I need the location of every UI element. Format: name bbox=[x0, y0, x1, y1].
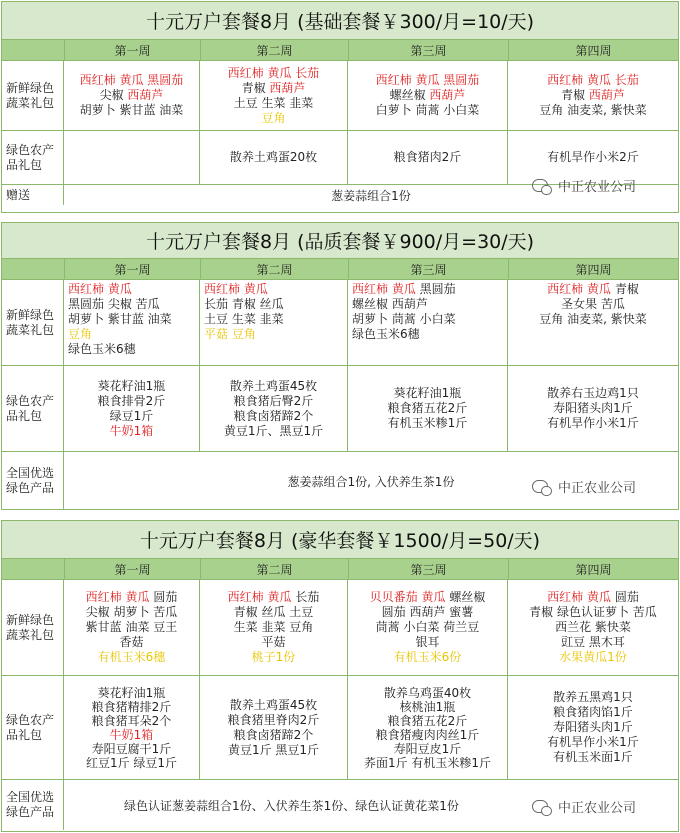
item-text: 黑圆茄 尖椒 苦瓜 bbox=[68, 297, 160, 311]
cell-line bbox=[352, 620, 503, 635]
item-text: 绿豆1斤 bbox=[109, 408, 154, 423]
item-text: 有机旱作小米2斤 bbox=[547, 150, 639, 164]
cell-line bbox=[204, 81, 343, 96]
veg-row bbox=[2, 580, 678, 676]
week-1: 第一周 bbox=[64, 40, 200, 60]
item-text: 平菇 bbox=[261, 635, 286, 649]
cell bbox=[200, 61, 348, 130]
package-title: 十元万户套餐8月 (基础套餐￥300/月=10/天) bbox=[2, 2, 678, 40]
item-text: 散养土鸡蛋45枚 bbox=[229, 697, 318, 712]
row-label: 赠送 bbox=[2, 185, 64, 205]
wechat-icon bbox=[532, 480, 548, 493]
item-text: 水果黄瓜1份 bbox=[559, 650, 627, 664]
cell-line bbox=[512, 386, 674, 401]
cell bbox=[348, 580, 508, 675]
package-luxury bbox=[1, 520, 679, 832]
cell-line bbox=[512, 73, 674, 88]
cell bbox=[348, 676, 508, 779]
cell-line bbox=[352, 700, 503, 714]
cell-line bbox=[204, 379, 343, 394]
cell-line bbox=[204, 297, 343, 312]
week-1: 第一周 bbox=[64, 559, 200, 579]
cell-line bbox=[512, 150, 674, 165]
cell-line bbox=[68, 728, 195, 742]
cell bbox=[508, 280, 678, 365]
item-text: 西红柿 黄瓜 bbox=[547, 590, 615, 604]
package-quality bbox=[1, 222, 679, 510]
cell-line bbox=[204, 66, 343, 81]
cell bbox=[200, 366, 348, 451]
item-text: 粮食卤猪蹄2个 bbox=[233, 408, 314, 423]
item-text: 散养乌鸡蛋40枚 bbox=[383, 685, 472, 700]
cell-line bbox=[204, 635, 343, 650]
item-text: 粮食排骨2斤 bbox=[97, 393, 166, 408]
item-text: 紫甘蓝 油菜 豆王 bbox=[85, 620, 178, 634]
item-text: 西红柿 黄瓜 bbox=[204, 282, 268, 296]
cell-line bbox=[512, 650, 674, 665]
cell bbox=[200, 676, 348, 779]
item-text: 尖椒 胡萝卜 苦瓜 bbox=[85, 605, 178, 619]
cell-line bbox=[204, 312, 343, 327]
cell-line bbox=[68, 650, 195, 665]
cell-line bbox=[204, 728, 343, 743]
item-text: 圣女果 苦瓜 bbox=[561, 297, 625, 311]
cell-line bbox=[68, 714, 195, 728]
cell-line bbox=[68, 312, 195, 327]
cell-line bbox=[352, 88, 503, 103]
item-text: 牛奶1箱 bbox=[109, 727, 154, 742]
item-text: 核桃油1瓶 bbox=[399, 699, 456, 714]
wechat-icon bbox=[532, 179, 548, 192]
cell bbox=[64, 131, 200, 184]
cell-line bbox=[204, 650, 343, 665]
item-text: 有机旱作小米1斤 bbox=[547, 735, 639, 749]
week-3: 第三周 bbox=[348, 559, 508, 579]
veg-row bbox=[2, 61, 678, 131]
extra-content: 葱姜蒜组合1份 bbox=[331, 188, 411, 203]
cell-line bbox=[352, 635, 503, 650]
cell-line bbox=[68, 590, 195, 605]
item-text: 寿阳豆腐干1斤 bbox=[91, 741, 172, 756]
cell-line bbox=[512, 297, 674, 312]
item-text: 荞面1斤 有机玉米糁1斤 bbox=[363, 755, 492, 770]
cell-line bbox=[352, 73, 503, 88]
week-header bbox=[2, 559, 678, 580]
item-text: 粮食猪里脊肉2斤 bbox=[227, 712, 320, 727]
cell bbox=[348, 366, 508, 451]
item-text: 平菇 豆角 bbox=[204, 327, 256, 341]
item-text: 胡萝卜 紫甘蓝 油菜 bbox=[68, 312, 172, 326]
cell bbox=[64, 280, 200, 365]
cell-line bbox=[68, 73, 195, 88]
cell bbox=[200, 280, 348, 365]
cell-line bbox=[204, 394, 343, 409]
cell-line bbox=[204, 605, 343, 620]
item-text: 西红柿 黄瓜 黑圆茄 bbox=[375, 73, 480, 87]
gift-row bbox=[2, 366, 678, 452]
cell-line bbox=[512, 750, 674, 765]
package-title: 十元万户套餐8月 (豪华套餐￥1500/月=50/天) bbox=[2, 521, 678, 559]
row-label: 新鲜绿色蔬菜礼包 bbox=[2, 580, 64, 675]
item-text: 寿阳猪头肉1斤 bbox=[553, 401, 633, 415]
item-text: 有机玉米糁1斤 bbox=[387, 416, 468, 430]
item-text: 西红柿 黄瓜 长茄 bbox=[227, 65, 320, 80]
item-text: 红豆1斤 绿豆1斤 bbox=[85, 755, 178, 770]
cell-line bbox=[352, 728, 503, 742]
item-text: 西兰花 紫快菜 bbox=[555, 620, 631, 634]
cell bbox=[508, 366, 678, 451]
cell-line bbox=[352, 650, 503, 665]
week-header bbox=[2, 259, 678, 280]
item-text: 西红柿 黄瓜 bbox=[68, 282, 132, 296]
cell-line bbox=[352, 312, 503, 327]
cell-line bbox=[204, 282, 343, 297]
week-header bbox=[2, 40, 678, 61]
cell-line bbox=[352, 386, 503, 401]
cell-line bbox=[512, 620, 674, 635]
cell-line bbox=[68, 394, 195, 409]
item-text: 粮食猪肉2斤 bbox=[393, 150, 462, 164]
item-text: 散养土鸡蛋45枚 bbox=[229, 378, 318, 393]
row-label: 绿色农产品礼包 bbox=[2, 676, 64, 779]
cell-line bbox=[512, 282, 674, 297]
cell-line bbox=[68, 103, 195, 118]
item-text: 黄豆1斤、黑豆1斤 bbox=[223, 423, 324, 438]
item-text: 西红柿 黄瓜 bbox=[352, 282, 420, 296]
item-text: 牛奶1箱 bbox=[109, 423, 154, 438]
cell-line bbox=[204, 150, 343, 165]
item-text: 胡萝卜 茼蒿 小白菜 bbox=[352, 312, 456, 326]
item-text: 豇豆 黑木耳 bbox=[561, 635, 625, 649]
item-text: 有机玉米面1斤 bbox=[553, 750, 633, 764]
cell-line bbox=[68, 605, 195, 620]
cell-line bbox=[68, 88, 195, 103]
cell-line bbox=[352, 714, 503, 728]
item-text: 西葫芦 bbox=[588, 88, 625, 102]
item-text: 豆角 油麦菜, 紫快菜 bbox=[539, 312, 647, 326]
row-label: 绿色农产品礼包 bbox=[2, 131, 64, 184]
item-text: 豆角 油麦菜, 紫快菜 bbox=[539, 103, 647, 117]
gift-row bbox=[2, 676, 678, 780]
week-2: 第二周 bbox=[200, 259, 348, 279]
cell-line bbox=[204, 590, 343, 605]
week-3: 第三周 bbox=[348, 40, 508, 60]
item-text: 粮食猪后臀2斤 bbox=[233, 393, 314, 408]
cell-line bbox=[512, 690, 674, 705]
cell bbox=[64, 676, 200, 779]
cell-line bbox=[68, 342, 195, 357]
week-4: 第四周 bbox=[508, 559, 678, 579]
cell bbox=[508, 676, 678, 779]
cell-line bbox=[68, 635, 195, 650]
cell-line bbox=[352, 282, 503, 297]
item-text: 葵花籽油1瓶 bbox=[97, 685, 166, 700]
watermark: 中正农业公司 bbox=[532, 176, 636, 195]
item-text: 香菇 bbox=[119, 635, 144, 649]
cell-line bbox=[352, 605, 503, 620]
item-text: 尖椒 bbox=[99, 88, 128, 102]
cell-line bbox=[512, 416, 674, 431]
extra-content: 绿色认证葱姜蒜组合1份、入伏养生茶1份、绿色认证黄花菜1份 bbox=[124, 798, 459, 813]
item-text: 螺丝椒 bbox=[389, 88, 430, 102]
item-text: 黑圆茄 bbox=[419, 282, 456, 296]
cell-line bbox=[352, 590, 503, 605]
item-text: 青椒 bbox=[614, 282, 639, 296]
cell-line bbox=[512, 735, 674, 750]
item-text: 桃子1份 bbox=[251, 650, 296, 664]
cell-line bbox=[68, 297, 195, 312]
cell-line bbox=[352, 103, 503, 118]
cell-line bbox=[68, 620, 195, 635]
cell bbox=[348, 280, 508, 365]
cell-line bbox=[68, 686, 195, 700]
item-text: 白萝卜 茼蒿 小白菜 bbox=[375, 103, 480, 117]
item-text: 西红柿 黄瓜 bbox=[547, 282, 615, 296]
cell-line bbox=[352, 756, 503, 770]
item-text: 散养五黑鸡1只 bbox=[553, 690, 633, 704]
cell bbox=[508, 580, 678, 675]
week-2: 第二周 bbox=[200, 40, 348, 60]
item-text: 绿色玉米6穗 bbox=[352, 327, 420, 341]
cell bbox=[200, 580, 348, 675]
cell-line bbox=[352, 327, 503, 342]
row-label: 新鲜绿色蔬菜礼包 bbox=[2, 61, 64, 130]
cell-line bbox=[204, 698, 343, 713]
cell-line bbox=[512, 720, 674, 735]
extra-content: 葱姜蒜组合1份, 入伏养生茶1份 bbox=[287, 474, 455, 489]
item-text: 土豆 生菜 韭菜 bbox=[233, 95, 314, 110]
item-text: 粮食猪五花2斤 bbox=[387, 713, 468, 728]
item-text: 豆角 bbox=[261, 110, 286, 125]
cell-line bbox=[68, 756, 195, 770]
item-text: 圆茄 bbox=[614, 590, 639, 604]
watermark: 中正农业公司 bbox=[532, 477, 636, 496]
cell bbox=[64, 61, 200, 130]
cell-line bbox=[512, 590, 674, 605]
week-2: 第二周 bbox=[200, 559, 348, 579]
cell bbox=[348, 61, 508, 130]
item-text: 土豆 生菜 韭菜 bbox=[204, 312, 284, 326]
item-text: 圆茄 bbox=[153, 590, 178, 604]
item-text: 绿色玉米6穗 bbox=[68, 342, 136, 356]
item-text: 有机玉米6份 bbox=[393, 650, 462, 664]
cell-line bbox=[68, 409, 195, 424]
item-text: 生菜 韭菜 豆角 bbox=[233, 620, 314, 634]
row-label: 全国优选绿色产品 bbox=[2, 780, 64, 830]
item-text: 散养右玉边鸡1只 bbox=[547, 386, 639, 400]
item-text: 螺丝椒 西葫芦 bbox=[352, 297, 428, 311]
item-text: 粮食猪肉馅1斤 bbox=[553, 705, 633, 719]
item-text: 寿阳猪头肉1斤 bbox=[553, 720, 633, 734]
cell-line bbox=[352, 742, 503, 756]
week-4: 第四周 bbox=[508, 40, 678, 60]
cell bbox=[348, 131, 508, 184]
cell-line bbox=[68, 742, 195, 756]
cell-line bbox=[204, 111, 343, 126]
cell-line bbox=[352, 416, 503, 431]
cell-line bbox=[68, 327, 195, 342]
item-text: 西红柿 黄瓜 bbox=[85, 590, 154, 604]
item-text: 粮食猪瘦肉肉丝1斤 bbox=[375, 727, 480, 742]
row-label: 新鲜绿色蔬菜礼包 bbox=[2, 280, 64, 365]
week-1: 第一周 bbox=[64, 259, 200, 279]
item-text: 银耳 bbox=[415, 635, 440, 649]
wechat-icon bbox=[532, 800, 548, 813]
item-text: 长茄 青椒 丝瓜 bbox=[204, 297, 284, 311]
cell-line bbox=[512, 635, 674, 650]
cell-line bbox=[512, 605, 674, 620]
cell-line bbox=[512, 88, 674, 103]
item-text: 散养土鸡蛋20枚 bbox=[229, 150, 318, 164]
row-label: 绿色农产品礼包 bbox=[2, 366, 64, 451]
cell-line bbox=[204, 409, 343, 424]
cell-line bbox=[68, 424, 195, 439]
item-text: 胡萝卜 紫甘蓝 油菜 bbox=[79, 103, 184, 117]
item-text: 西红柿 黄瓜 长茄 bbox=[547, 73, 639, 87]
item-text: 葵花籽油1瓶 bbox=[97, 378, 166, 393]
item-text: 西红柿 黄瓜 黑圆茄 bbox=[79, 73, 184, 87]
cell-line bbox=[512, 312, 674, 327]
item-text: 长茄 bbox=[295, 590, 320, 604]
cell-line bbox=[512, 401, 674, 416]
item-text: 西葫芦 bbox=[269, 80, 306, 95]
item-text: 豆角 bbox=[68, 327, 93, 341]
cell-line bbox=[352, 686, 503, 700]
cell-line bbox=[512, 705, 674, 720]
item-text: 葵花籽油1瓶 bbox=[393, 386, 462, 400]
cell-line bbox=[68, 379, 195, 394]
cell bbox=[508, 61, 678, 130]
item-text: 青椒 绿色认证萝卜 苦瓜 bbox=[529, 605, 657, 619]
cell bbox=[64, 366, 200, 451]
cell-line bbox=[352, 150, 503, 165]
week-4: 第四周 bbox=[508, 259, 678, 279]
cell-line bbox=[204, 424, 343, 439]
cell-line bbox=[68, 282, 195, 297]
package-title: 十元万户套餐8月 (品质套餐￥900/月=30/天) bbox=[2, 223, 678, 259]
item-text: 青椒 bbox=[561, 88, 589, 102]
item-text: 茼蒿 小白菜 荷兰豆 bbox=[375, 620, 480, 634]
item-text: 有机旱作小米1斤 bbox=[547, 416, 639, 430]
cell-line bbox=[352, 401, 503, 416]
cell-line bbox=[204, 327, 343, 342]
item-text: 粮食卤猪蹄2个 bbox=[233, 727, 314, 742]
cell-line bbox=[204, 96, 343, 111]
item-text: 青椒 bbox=[241, 80, 270, 95]
item-text: 西葫芦 bbox=[429, 88, 466, 102]
cell-line bbox=[204, 620, 343, 635]
cell-line bbox=[204, 743, 343, 758]
cell bbox=[64, 580, 200, 675]
item-text: 螺丝椒 bbox=[449, 590, 486, 604]
cell-line bbox=[352, 297, 503, 312]
item-text: 西葫芦 bbox=[127, 88, 164, 102]
item-text: 圆茄 西葫芦 蜜薯 bbox=[381, 605, 474, 619]
item-text: 贝贝番茄 黄瓜 bbox=[369, 590, 450, 604]
item-text: 青椒 丝瓜 土豆 bbox=[233, 605, 314, 619]
week-3: 第三周 bbox=[348, 259, 508, 279]
watermark: 中正农业公司 bbox=[532, 797, 636, 816]
cell-line bbox=[68, 700, 195, 714]
item-text: 粮食猪精排2斤 bbox=[91, 699, 172, 714]
item-text: 黄豆1斤 黑豆1斤 bbox=[227, 742, 320, 757]
veg-row bbox=[2, 280, 678, 366]
cell bbox=[200, 131, 348, 184]
item-text: 有机玉米6穗 bbox=[97, 650, 166, 664]
cell-line bbox=[204, 713, 343, 728]
cell-line bbox=[512, 103, 674, 118]
item-text: 粮食猪耳朵2个 bbox=[91, 713, 172, 728]
item-text: 寿阳豆皮1斤 bbox=[393, 741, 462, 756]
item-text: 粮食猪五花2斤 bbox=[387, 401, 468, 415]
item-text: 西红柿 黄瓜 bbox=[227, 590, 296, 604]
row-label: 全国优选绿色产品 bbox=[2, 452, 64, 510]
